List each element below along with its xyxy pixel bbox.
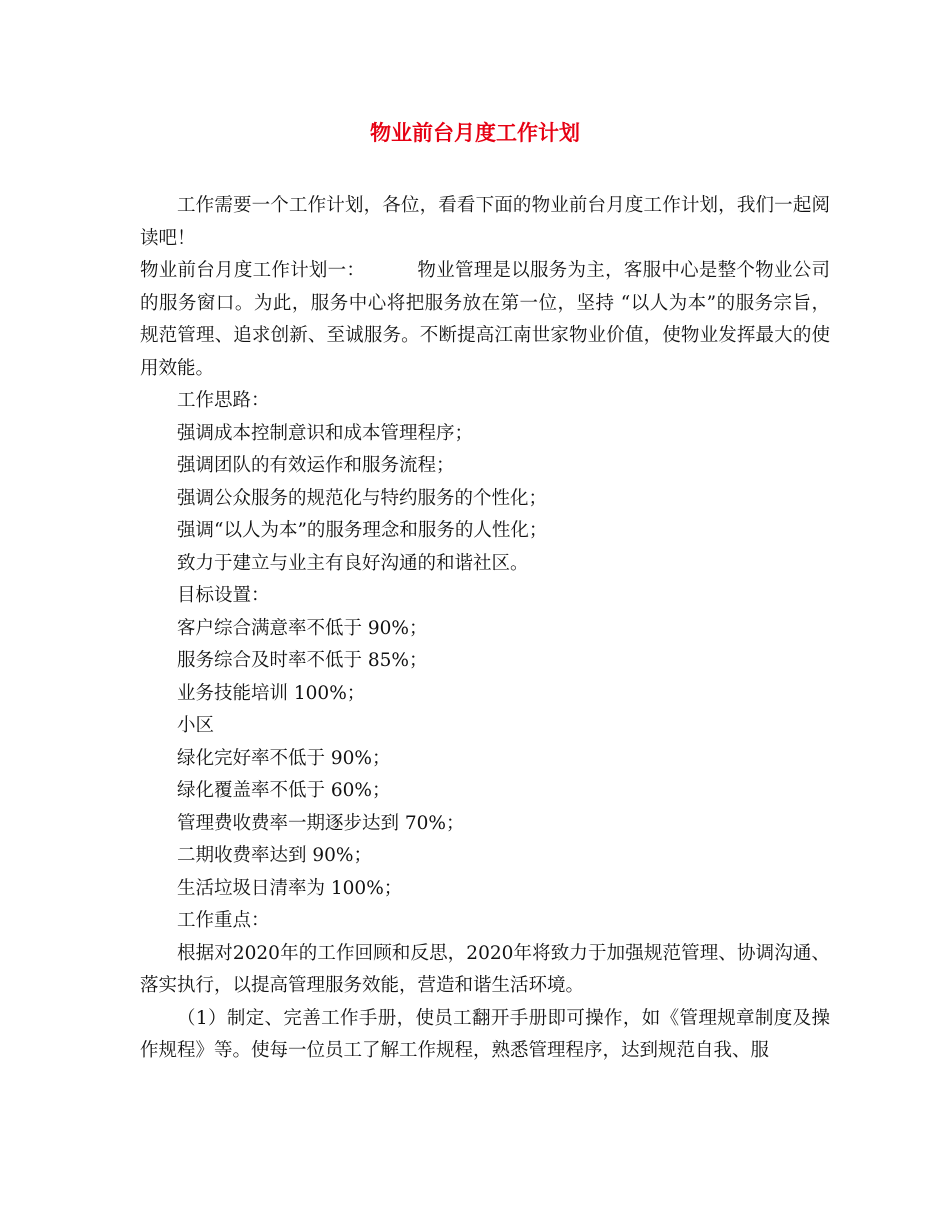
focus-heading: 工作重点： <box>177 910 270 931</box>
target-item: 客户综合满意率不低于 90%； <box>177 617 428 639</box>
document-body <box>140 190 830 1068</box>
plan-paragraph <box>140 255 830 385</box>
idea-item: 强调公众服务的规范化与特约服务的个性化； <box>177 487 548 509</box>
target-item: 管理费收费率一期逐步达到 70%； <box>177 812 465 834</box>
ideas-heading: 工作思路： <box>177 390 270 411</box>
target-item: 小区 <box>177 715 215 736</box>
plan-heading: 物业前台月度工作计划一： <box>140 260 366 281</box>
target-item: 服务综合及时率不低于 85%； <box>177 650 428 671</box>
target-item: 绿化覆盖率不低于 60%； <box>177 780 391 801</box>
idea-item: 强调“以人为本”的服务理念和服务的人性化； <box>177 520 548 541</box>
target-item: 业务技能培训 100%； <box>177 682 366 704</box>
target-item: 生活垃圾日清率为 100%； <box>177 877 403 899</box>
idea-item: 强调团队的有效运作和服务流程； <box>177 455 455 476</box>
document-title: 物业前台月度工作计划 <box>370 121 580 145</box>
plan-intro: 物业管理是以服务为主，客服中心是整个物业公司的服务窗口。为此，服务中心将把服务放在第一位，坚持 “以人为本”的服务宗旨，规范管理、追求创新、至诚服务。不断提高江南世家物业价值，使物业发挥最大的使用效能。 <box>140 260 830 379</box>
intro-paragraph: 工作需要一个工作计划，各位，看看下面的物业前台月度工作计划，我们一起阅读吧！ <box>140 195 830 249</box>
target-item: 绿化完好率不低于 90%； <box>177 747 391 769</box>
idea-item: 强调成本控制意识和成本管理程序； <box>177 422 474 444</box>
idea-item: 致力于建立与业主有良好沟通的和谐社区。 <box>177 552 529 574</box>
target-item: 二期收费率达到 90%； <box>177 845 373 866</box>
focus-paragraph: 根据对2020年的工作回顾和反思，2020年将致力于加强规范管理、协调沟通、落实执行，以提高管理服务效能，营造和谐生活环境。 <box>140 942 830 996</box>
focus-item-1: （1）制定、完善工作手册，使员工翻开手册即可操作，如《管理规章制度及操作规程》等。使每一位员工了解工作规程，熟悉管理程序，达到规范自我、服 <box>140 1007 830 1061</box>
targets-heading: 目标设置： <box>177 585 270 606</box>
